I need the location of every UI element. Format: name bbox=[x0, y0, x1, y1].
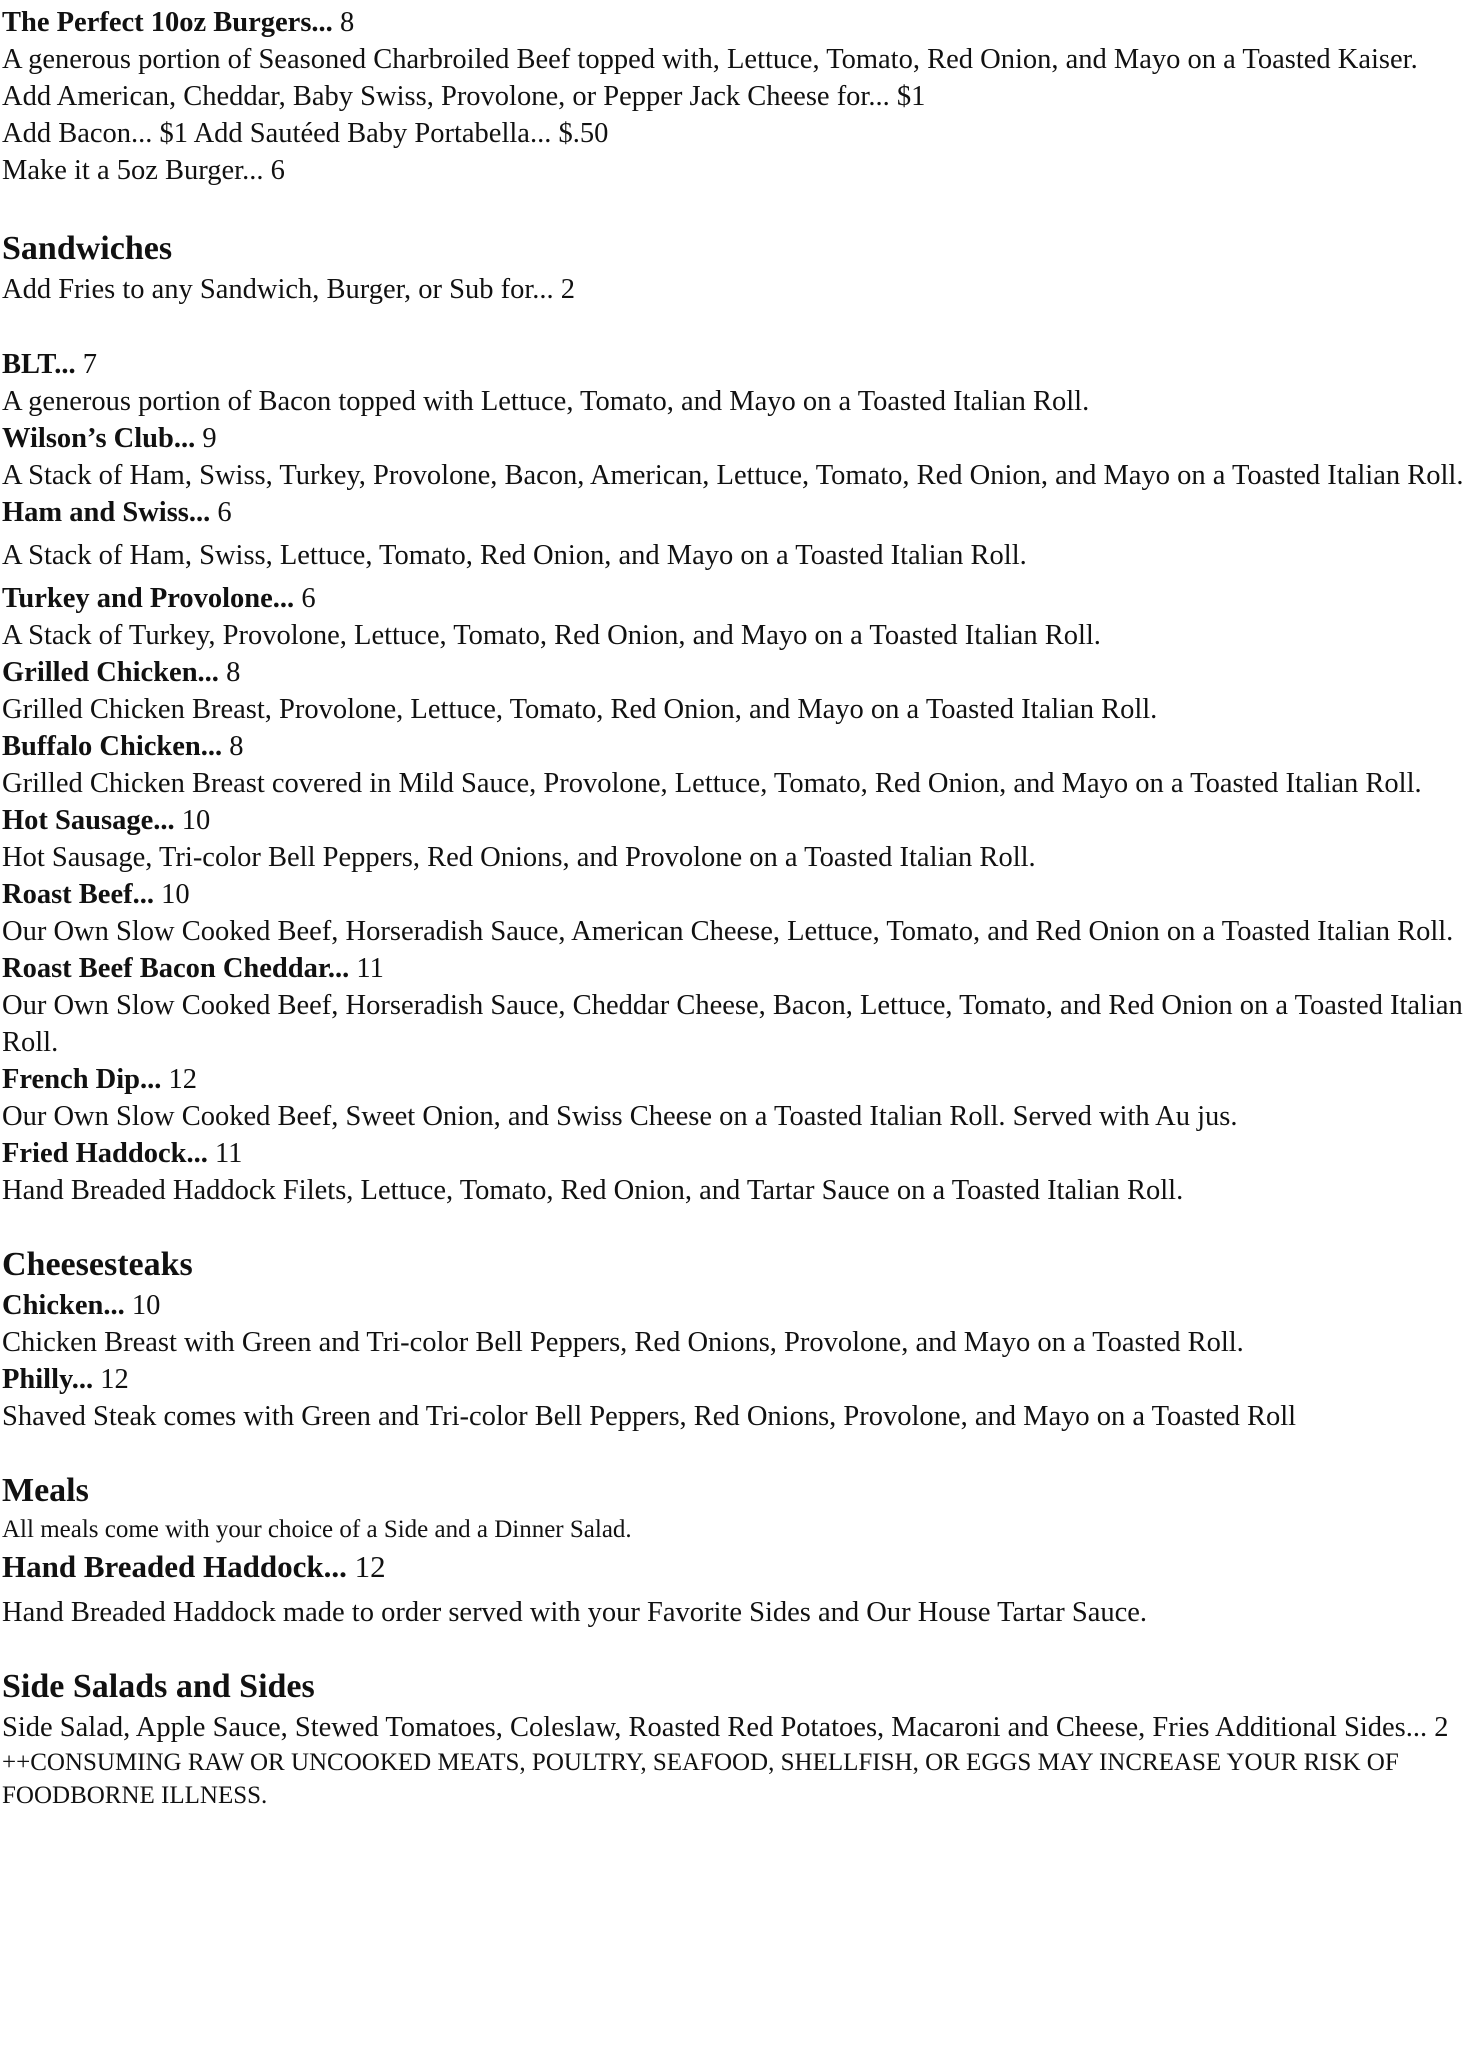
item-title: Roast Beef... bbox=[2, 879, 154, 910]
menu-item-title-row bbox=[2, 950, 1483, 987]
item-description: Grilled Chicken Breast covered in Mild Sauce, Provolone, Lettuce, Tomato, Red Onion, and Mayo on a Toasted Italian Roll. bbox=[2, 768, 1422, 799]
item-title: The Perfect 10oz Burgers... bbox=[2, 7, 333, 38]
menu-item-title-row bbox=[2, 654, 1483, 691]
section-title-sandwiches: Sandwiches bbox=[2, 230, 173, 267]
item-title: Roast Beef Bacon Cheddar... bbox=[2, 953, 350, 984]
item-description: Shaved Steak comes with Green and Tri-color Bell Peppers, Red Onions, Provolone, and Mayo on a Toasted Roll bbox=[2, 1401, 1297, 1432]
item-description: Hand Breaded Haddock Filets, Lettuce, Tomato, Red Onion, and Tartar Sauce on a Toasted Italian Roll. bbox=[2, 1175, 1184, 1206]
item-description: Our Own Slow Cooked Beef, Horseradish Sauce, American Cheese, Lettuce, Tomato, and Red Onion on a Toasted Italian Roll. bbox=[2, 916, 1454, 947]
item-description: Our Own Slow Cooked Beef, Sweet Onion, and Swiss Cheese on a Toasted Italian Roll. Served with Au jus. bbox=[2, 1101, 1238, 1132]
section-note: Add Fries to any Sandwich, Burger, or Sub for... 2 bbox=[2, 274, 576, 305]
item-price: 12 bbox=[168, 1064, 198, 1095]
item-price: 10 bbox=[131, 1290, 161, 1321]
menu-item-title-row bbox=[2, 728, 1483, 765]
item-price: 10 bbox=[181, 805, 211, 836]
item-description: A Stack of Turkey, Provolone, Lettuce, Tomato, Red Onion, and Mayo on a Toasted Italian Roll. bbox=[2, 620, 1101, 651]
menu-item-title-row bbox=[2, 420, 1483, 457]
section-title-sides: Side Salads and Sides bbox=[2, 1668, 315, 1705]
item-description: A Stack of Ham, Swiss, Lettuce, Tomato, Red Onion, and Mayo on a Toasted Italian Roll. bbox=[2, 540, 1027, 571]
menu-item-title-row bbox=[2, 1287, 1483, 1324]
item-description: Chicken Breast with Green and Tri-color Bell Peppers, Red Onions, Provolone, and Mayo on a Toasted Roll. bbox=[2, 1327, 1244, 1358]
item-title: BLT... bbox=[2, 349, 76, 380]
item-description: Hand Breaded Haddock made to order served with your Favorite Sides and Our House Tartar Sauce. bbox=[2, 1597, 1148, 1628]
menu-item-title-row bbox=[2, 1135, 1483, 1172]
item-description: A Stack of Ham, Swiss, Turkey, Provolone, Bacon, American, Lettuce, Tomato, Red Onion, and Mayo on a Toasted Italian Roll. bbox=[2, 460, 1464, 491]
item-description: Hot Sausage, Tri-color Bell Peppers, Red Onions, and Provolone on a Toasted Italian Roll. bbox=[2, 842, 1036, 873]
item-description: A generous portion of Seasoned Charbroiled Beef topped with, Lettuce, Tomato, Red Onion, and Mayo on a Toasted Kaiser. bbox=[2, 44, 1418, 75]
item-title: Wilson’s Club... bbox=[2, 423, 196, 454]
sides-description: Side Salad, Apple Sauce, Stewed Tomatoes, Coleslaw, Roasted Red Potatoes, Macaroni and Cheese, Fries Additional Sides... 2 bbox=[2, 1712, 1449, 1743]
item-title: French Dip... bbox=[2, 1064, 162, 1095]
item-title: Buffalo Chicken... bbox=[2, 731, 223, 762]
menu-item-title-row bbox=[2, 1361, 1483, 1398]
item-description: Our Own Slow Cooked Beef, Horseradish Sauce, Cheddar Cheese, Bacon, Lettuce, Tomato, and Red Onion on a Toasted Italian Roll. bbox=[2, 990, 1463, 1058]
burger-addon: Add Bacon... $1 Add Sautéed Baby Portabella... $.50 bbox=[2, 118, 609, 149]
item-title: Ham and Swiss... bbox=[2, 497, 211, 528]
item-title: Chicken... bbox=[2, 1290, 125, 1321]
sandwich-list bbox=[2, 346, 1483, 1209]
item-title: Grilled Chicken... bbox=[2, 657, 219, 688]
section-title-meals: Meals bbox=[2, 1472, 89, 1509]
menu-item-title-row bbox=[2, 580, 1483, 617]
item-description: Grilled Chicken Breast, Provolone, Lettuce, Tomato, Red Onion, and Mayo on a Toasted Italian Roll. bbox=[2, 694, 1158, 725]
burger-addon: Add American, Cheddar, Baby Swiss, Provolone, or Pepper Jack Cheese for... $1 bbox=[2, 81, 926, 112]
item-price: 8 bbox=[229, 731, 244, 762]
menu-item-title-row bbox=[2, 494, 1483, 531]
item-price: 7 bbox=[82, 349, 98, 380]
item-price: 8 bbox=[339, 7, 355, 38]
menu-item-title-row bbox=[2, 1546, 1483, 1588]
item-title: Fried Haddock... bbox=[2, 1138, 208, 1169]
item-price: 6 bbox=[217, 497, 232, 528]
item-price: 10 bbox=[161, 879, 190, 910]
item-price: 11 bbox=[214, 1138, 243, 1169]
menu-item-title-row bbox=[2, 802, 1483, 839]
item-price: 12 bbox=[100, 1364, 129, 1395]
menu-item-title-row bbox=[2, 346, 1483, 383]
item-title: Hot Sausage... bbox=[2, 805, 175, 836]
menu-item-title-row bbox=[2, 876, 1483, 913]
item-price: 11 bbox=[356, 953, 384, 984]
item-title: Philly... bbox=[2, 1364, 94, 1395]
item-price: 6 bbox=[301, 583, 316, 614]
menu-item-title-row bbox=[2, 1061, 1483, 1098]
health-warning: ++CONSUMING RAW OR UNCOOKED MEATS, POULTRY, SEAFOOD, SHELLFISH, OR EGGS MAY INCREASE YOUR RISK OF FOODBORNE ILLNESS. bbox=[2, 1749, 1399, 1809]
item-title: Hand Breaded Haddock... bbox=[2, 1549, 347, 1584]
item-price: 9 bbox=[202, 423, 217, 454]
burger-addon: Make it a 5oz Burger... 6 bbox=[2, 155, 285, 186]
item-price: 12 bbox=[354, 1549, 386, 1584]
burger-heading bbox=[2, 4, 1483, 41]
item-description: A generous portion of Bacon topped with Lettuce, Tomato, and Mayo on a Toasted Italian Roll. bbox=[2, 386, 1090, 417]
section-title-cheesesteaks: Cheesesteaks bbox=[2, 1246, 193, 1283]
item-price: 8 bbox=[226, 657, 241, 688]
item-title: Turkey and Provolone... bbox=[2, 583, 295, 614]
section-note: All meals come with your choice of a Side and a Dinner Salad. bbox=[2, 1516, 632, 1543]
